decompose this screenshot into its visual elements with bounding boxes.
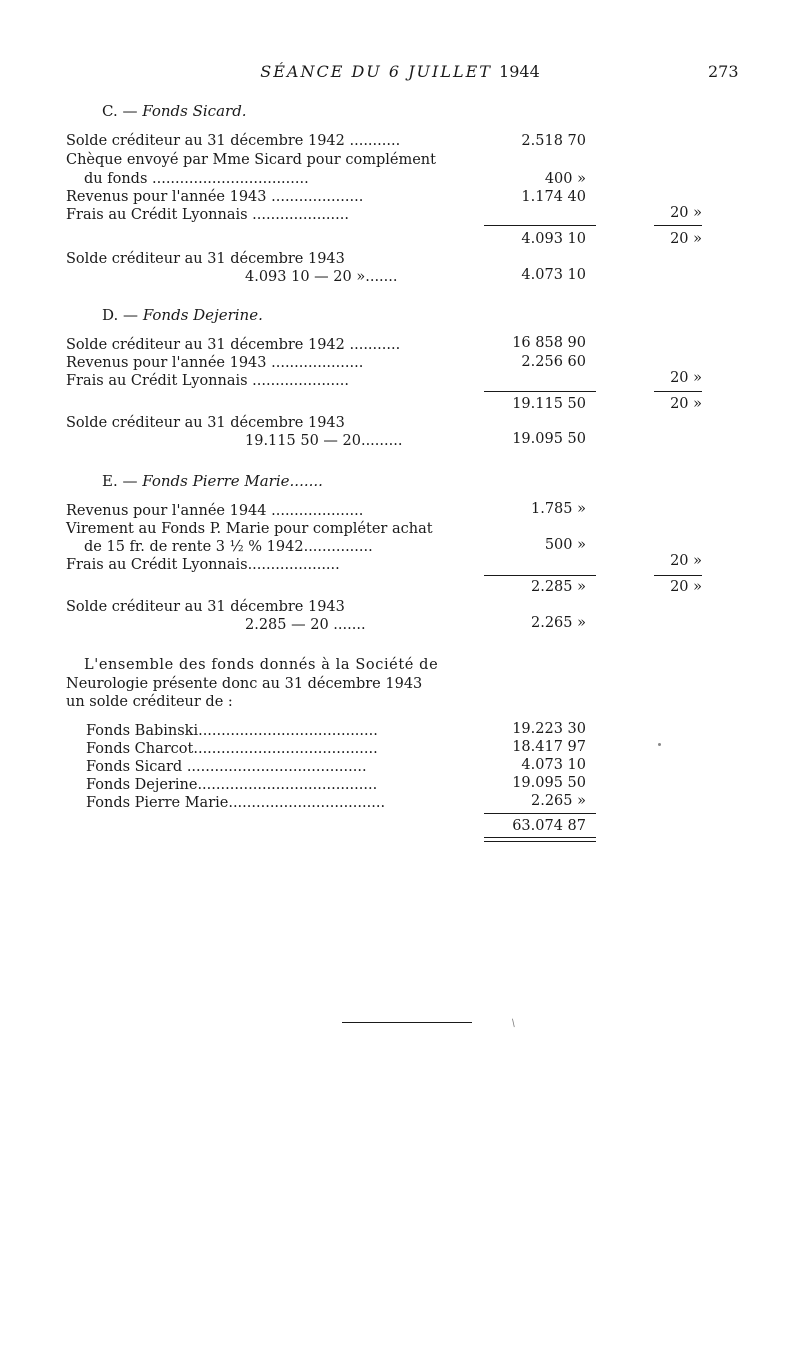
summary-value-charcot: 18.417 97	[512, 739, 586, 755]
summary-total: 63.074 87	[512, 818, 586, 834]
e-frais-amount: 20 »	[670, 553, 702, 569]
e-solde-calc: 2.285 — 20 .......	[245, 617, 366, 633]
c-frais-rule	[654, 225, 702, 226]
d-solde-value: 19.095 50	[512, 431, 586, 447]
stray-mark	[658, 743, 661, 746]
d-line-frais: Frais au Crédit Lyonnais .....................	[66, 373, 349, 389]
end-separator	[342, 1022, 472, 1023]
d-total-rule	[484, 391, 596, 392]
c-amount-solde-1942: 2.518 70	[521, 133, 586, 149]
e-solde-value: 2.265 »	[531, 615, 586, 631]
c-amount-cheque: 400 »	[544, 171, 586, 187]
d-frais-amount: 20 »	[670, 370, 702, 386]
section-e-heading: E. — Fonds Pierre Marie.......	[102, 472, 323, 490]
e-total-right: 20 »	[670, 579, 702, 595]
e-line-revenus: Revenus pour l'année 1944 ....................	[66, 503, 364, 519]
summary-intro-line-1: L'ensemble des fonds donnés à la Société de	[84, 657, 439, 673]
summary-item-charcot: Fonds Charcot........................................	[86, 741, 378, 757]
c-line-frais: Frais au Crédit Lyonnais .....................	[66, 207, 349, 223]
d-amount-solde-1942: 16 858 90	[512, 335, 586, 351]
summary-item-dejerine: Fonds Dejerine.......................................	[86, 777, 378, 793]
d-frais-rule	[654, 391, 702, 392]
c-frais-amount: 20 »	[670, 205, 702, 221]
header-year: 1944	[499, 62, 540, 81]
c-amount-revenus: 1.174 40	[521, 189, 586, 205]
e-line-virement: Virement au Fonds P. Marie pour compléter achat	[66, 521, 433, 537]
c-line-revenus: Revenus pour l'année 1943 ....................	[66, 189, 364, 205]
e-amount-virement: 500 »	[544, 537, 586, 553]
c-solde-label: Solde créditeur au 31 décembre 1943	[66, 251, 345, 267]
e-line-rente: de 15 fr. de rente 3 ½ % 1942...............	[84, 539, 373, 555]
c-total-right: 20 »	[670, 231, 702, 247]
summary-item-sicard: Fonds Sicard .......................................	[86, 759, 367, 775]
d-line-revenus: Revenus pour l'année 1943 ....................	[66, 355, 364, 371]
c-line-solde-1942: Solde créditeur au 31 décembre 1942 ...........	[66, 133, 401, 149]
c-solde-calc: 4.093 10 — 20 ».......	[245, 269, 398, 285]
summary-value-babinski: 19.223 30	[512, 721, 586, 737]
summary-intro-line-2: Neurologie présente donc au 31 décembre 1943	[66, 676, 423, 692]
d-amount-revenus: 2.256 60	[521, 354, 586, 370]
c-line-du-fonds: du fonds ..................................	[84, 171, 309, 187]
c-total-rule	[484, 225, 596, 226]
summary-double-rule-top	[484, 837, 596, 838]
summary-value-sicard: 4.073 10	[521, 757, 586, 773]
header-title: SÉANCE DU 6 JUILLET	[260, 62, 492, 81]
e-line-frais: Frais au Crédit Lyonnais....................	[66, 557, 340, 573]
page-number: 273	[708, 62, 739, 81]
e-amount-revenus: 1.785 »	[531, 501, 586, 517]
section-d-heading: D. — Fonds Dejerine.	[102, 306, 263, 324]
summary-value-pierre-marie: 2.265 »	[531, 793, 586, 809]
summary-value-dejerine: 19.095 50	[512, 775, 586, 791]
summary-total-rule	[484, 813, 596, 814]
summary-double-rule-bottom	[484, 841, 596, 842]
stray-tick: /	[509, 1017, 518, 1030]
summary-intro-line-3: un solde créditeur de :	[66, 694, 233, 710]
e-total: 2.285 »	[531, 579, 586, 595]
running-header	[0, 62, 800, 81]
c-line-cheque: Chèque envoyé par Mme Sicard pour complément	[66, 152, 436, 168]
e-frais-rule	[654, 575, 702, 576]
e-solde-label: Solde créditeur au 31 décembre 1943	[66, 599, 345, 615]
summary-item-pierre-marie: Fonds Pierre Marie..................................	[86, 795, 386, 811]
summary-item-babinski: Fonds Babinski.......................................	[86, 723, 378, 739]
section-c-heading: C. — Fonds Sicard.	[102, 102, 247, 120]
c-solde-value: 4.073 10	[521, 267, 586, 283]
e-total-rule	[484, 575, 596, 576]
d-line-solde-1942: Solde créditeur au 31 décembre 1942 ...........	[66, 337, 401, 353]
d-solde-label: Solde créditeur au 31 décembre 1943	[66, 415, 345, 431]
c-total: 4.093 10	[521, 231, 586, 247]
d-total: 19.115 50	[512, 396, 586, 412]
d-total-right: 20 »	[670, 396, 702, 412]
d-solde-calc: 19.115 50 — 20.........	[245, 433, 403, 449]
